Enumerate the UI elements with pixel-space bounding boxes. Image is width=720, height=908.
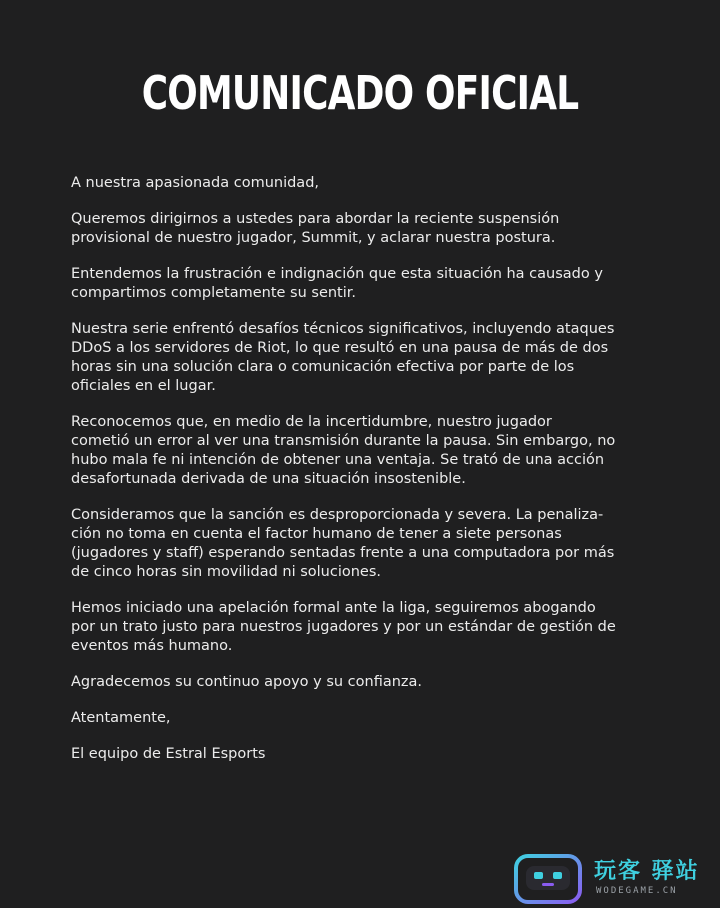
paragraph-acknowledgement: Reconocemos que, en medio de la incertidumbre, nuestro jugador cometió un error al ver una transmisión durante la pausa. Sin embargo, no hubo mala fe ni intención de obtener una ventaja. Se trató de una acción desafortunada derivada de una situación insostenible. <box>71 414 616 487</box>
paragraph-intro: Queremos dirigirnos a ustedes para abordar la reciente suspensión provisional de nuestro jugador, Summit, y aclarar nuestra postura. <box>71 211 560 246</box>
signature: El equipo de Estral Esports <box>71 746 266 762</box>
paragraph-technical-issues: Nuestra serie enfrentó desafíos técnicos significativos, incluyendo ataques DDoS a los servidores de Riot, lo que resultó en una pausa de más de dos horas sin una solución clara o comunicación efectiva por parte de los oficiales en el lugar. <box>71 321 615 394</box>
page-title: COMUNICADO OFICIAL <box>141 66 579 120</box>
salutation: A nuestra apasionada comunidad, <box>71 175 320 191</box>
watermark-text: 玩客 驿站 <box>594 859 700 884</box>
watermark-subtext: WODEGAME.CN <box>596 886 678 896</box>
paragraph-thanks: Agradecemos su continuo apoyo y su confianza. <box>71 674 423 690</box>
robot-face-icon <box>514 854 582 904</box>
paragraph-frustration: Entendemos la frustración e indignación que esta situación ha causado y compartimos completamente su sentir. <box>71 266 603 301</box>
closing: Atentamente, <box>71 710 171 726</box>
paragraph-appeal: Hemos iniciado una apelación formal ante la liga, seguiremos abogando por un trato justo para nuestros jugadores y por un estándar de gestión de eventos más humano. <box>71 600 616 654</box>
watermark <box>514 852 720 908</box>
paragraph-sanction: Consideramos que la sanción es desproporcionada y severa. La penaliza- ción no toma en cuenta el factor humano de tener a siete personas (jugadores y staff) esperando sentadas frente a una computadora por más de cinco horas sin movilidad ni soluciones. <box>71 507 615 580</box>
letter-body <box>71 174 661 781</box>
